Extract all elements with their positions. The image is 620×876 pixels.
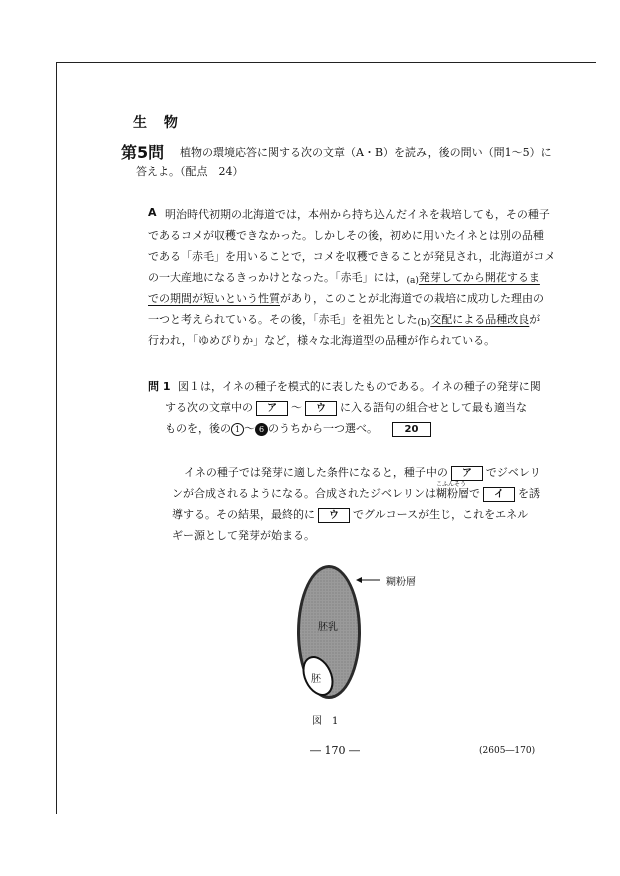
- label-endosperm: 胚乳: [318, 622, 338, 633]
- page-top-rule: [56, 62, 596, 63]
- q1-line3-text: ものを，後の: [165, 422, 231, 435]
- question-heading-line2: 答えよ。（配点 24）: [136, 165, 244, 178]
- label-embryo: 胚: [311, 674, 321, 685]
- passage-a-line7: 行われ，「ゆめぴりか」など，様々な北海道型の品種が作られている。: [148, 334, 496, 347]
- q1-line1: 図１は，イネの種子を模式的に表したものである。イネの種子の発芽に関: [178, 380, 541, 393]
- underlined-phrase-a2: での期間が短いという性質: [148, 292, 280, 305]
- q1-line3: [165, 420, 434, 437]
- question-heading-line1: 植物の環境応答に関する次の文章（A・B）を読み，後の問い（問1～5）に: [180, 146, 552, 159]
- inner-box-i[interactable]: イ: [483, 487, 515, 502]
- answer-number-box[interactable]: 20: [392, 422, 432, 437]
- seed-figure: [296, 562, 496, 727]
- passage-a-line6-end: が: [529, 313, 541, 326]
- choice-first-marker: 1: [231, 423, 244, 436]
- inner-line2-mid: で: [469, 487, 480, 500]
- passage-a-line6: [148, 311, 540, 328]
- passage-a-line6-text: 一つと考えられている。その後，「赤毛」を祖先とした: [148, 313, 418, 326]
- inner-line3: [172, 506, 528, 523]
- q1-line3-end: のうちから一つ選べ。: [268, 422, 378, 435]
- answer-box-a[interactable]: ア: [256, 401, 288, 416]
- underlined-phrase-a1: 発芽してから開花するま: [418, 271, 540, 284]
- page-number: ― 170 ―: [310, 744, 360, 757]
- underline-tag-a: (a): [406, 276, 419, 286]
- answer-box-u[interactable]: ウ: [305, 401, 337, 416]
- underlined-phrase-b: 交配による品種改良: [430, 313, 530, 326]
- inner-line2: [172, 481, 540, 502]
- passage-a-line2: であるコメが収穫できなかった。しかしその後，初めに用いたイネとは別の品種: [148, 229, 544, 242]
- page-left-rule: [56, 62, 57, 814]
- question-number: 第5問: [121, 143, 165, 162]
- inner-line3-text: 導する。その結果，最終的に: [172, 508, 315, 521]
- choice-last-marker: 6: [255, 423, 268, 436]
- inner-line4: ギー源として発芽が始まる。: [172, 529, 315, 542]
- passage-a-line4-text: の一大産地になるきっかけとなった。「赤毛」には，: [148, 271, 407, 284]
- inner-line1-end: でジベレリ: [485, 466, 541, 479]
- passage-a-line5: [148, 290, 544, 306]
- inner-line3-end: でグルコースが生じ，これをエネル: [353, 508, 529, 521]
- underline-tag-b: (b): [417, 318, 431, 328]
- page-code: (2605―170): [479, 746, 536, 756]
- inner-line1-text: イネの種子では発芽に適した条件になると，種子中の: [184, 466, 448, 479]
- ruby-aleurone: [436, 481, 469, 500]
- choice-sep: ～: [244, 422, 255, 435]
- subject-title: 生 物: [133, 115, 184, 131]
- q1-line2-text: する次の文章中の: [165, 401, 253, 414]
- q1-line2-end: に入る語句の組合せとして最も適当な: [340, 401, 527, 414]
- inner-line2-end: を誘: [518, 487, 540, 500]
- q1-line2: [165, 399, 527, 416]
- passage-a-label: A: [148, 206, 157, 219]
- inner-line2-text: ンが合成されるようになる。合成されたジベレリンは: [172, 487, 436, 500]
- q1-label: 問 1: [148, 380, 171, 393]
- passage-a-line5-text: があり，このことが北海道での栽培に成功した理由の: [280, 292, 544, 305]
- inner-line1: [184, 464, 541, 481]
- ruby-reading: こふんそう: [436, 481, 467, 488]
- inner-box-u[interactable]: ウ: [318, 508, 350, 523]
- passage-a-line1: 明治時代初期の北海道では，本州から持ち込んだイネを栽培しても，その種子: [165, 208, 550, 221]
- figure-caption: 図 1: [312, 716, 339, 727]
- aleurone-arrowhead: [356, 577, 362, 583]
- tilde: ～: [291, 401, 302, 414]
- passage-a-line4: [148, 269, 540, 286]
- ruby-base: 糊粉層: [436, 487, 469, 500]
- inner-box-a[interactable]: ア: [451, 466, 483, 481]
- passage-a-line3: である「赤毛」を用いることで，コメを収穫できることが発見され，北海道がコメ: [148, 250, 556, 263]
- label-aleurone: 糊粉層: [386, 577, 416, 588]
